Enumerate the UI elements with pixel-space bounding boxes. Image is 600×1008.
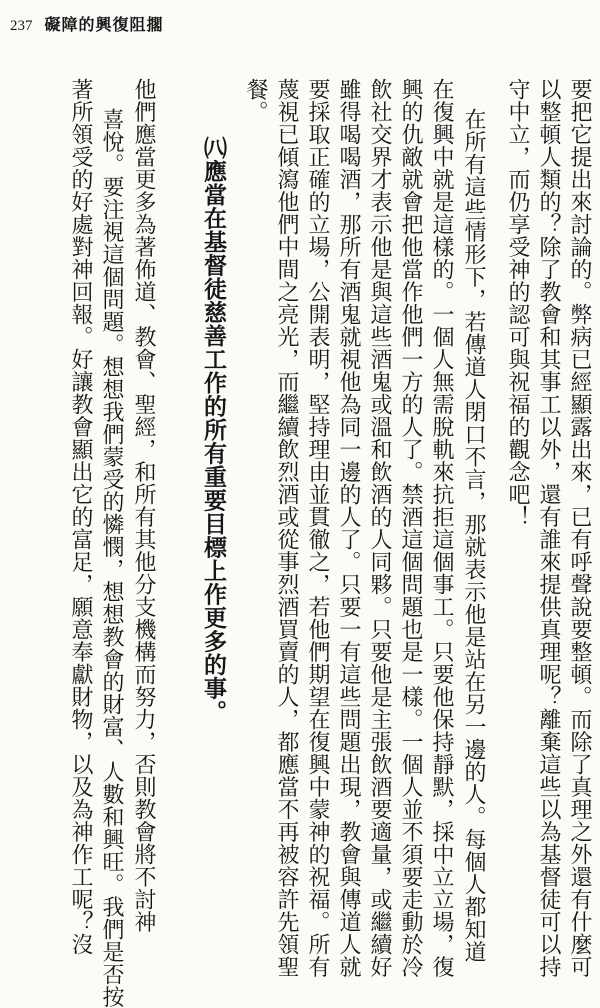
text-column: 喜悅。要注視這個問題。想想我們蒙受的憐憫，想想教會的財富、人數和興旺。我們是否按 xyxy=(99,108,124,1008)
text-column: 要把它提出來討論的。弊病已經顯露出來，已有呼聲說要整頓。而除了真理之外還有什麼可 xyxy=(567,78,592,978)
text-column: 蔑視已傾瀉他們中間之亮光，而繼續飲烈酒或從事烈酒買賣的人，都應當不再被容許先領聖 xyxy=(274,78,299,978)
text-column: 飲社交界才表示他是與這些酒鬼或溫和飲酒的人同夥。只要他是主張飲酒要適量，或繼續好 xyxy=(367,78,392,978)
text-column: 守中立，而仍享受神的認可與祝福的觀念吧！ xyxy=(505,78,530,528)
page-number: 237 xyxy=(10,18,33,34)
text-column: 在復興中就是這樣的。一個人無需脫軌來抗拒這個事工。只要他保持靜默，採中立立場，復 xyxy=(429,78,454,978)
text-column: 以整頓人類的？除了教會和其事工以外，還有誰來提供真理呢？離棄這些以為基督徒可以持 xyxy=(536,78,561,978)
page-header xyxy=(10,12,164,34)
section-heading: ㈧應當在基督徒慈善工作的所有重要目標上作更多的事。 xyxy=(200,136,226,724)
page-body xyxy=(8,78,592,1008)
text-column: 在所有這些情形下，若傳道人閉口不言，那就表示他是站在另一邊的人。每個人都知道 xyxy=(461,108,486,963)
text-column: 興的仇敵就會把他當作他們一方的人了。禁酒這個問題也是一樣。一個人並不須要走動於冷 xyxy=(398,78,423,978)
text-column: 餐。 xyxy=(243,78,268,123)
text-column: 要採取正確的立場，公開表明，堅持理由並貫徹之，若他們期望在復興中蒙神的祝福。所有 xyxy=(305,78,330,978)
running-title: 礙障的興復阻擱 xyxy=(44,15,164,34)
text-column: 雖得喝喝酒，那所有酒鬼就視他為同一邊的人了。只要一有這些問題出現，教會與傳道人就 xyxy=(336,78,361,978)
text-column: 著所領受的好處對神回報。好讓教會顯出它的富足，願意奉獻財物，以及為神作工呢？沒 xyxy=(68,78,93,956)
text-column: 他們應當更多為著佈道、教會、聖經，和所有其他分支機構而努力，否則教會將不討神 xyxy=(131,78,156,933)
